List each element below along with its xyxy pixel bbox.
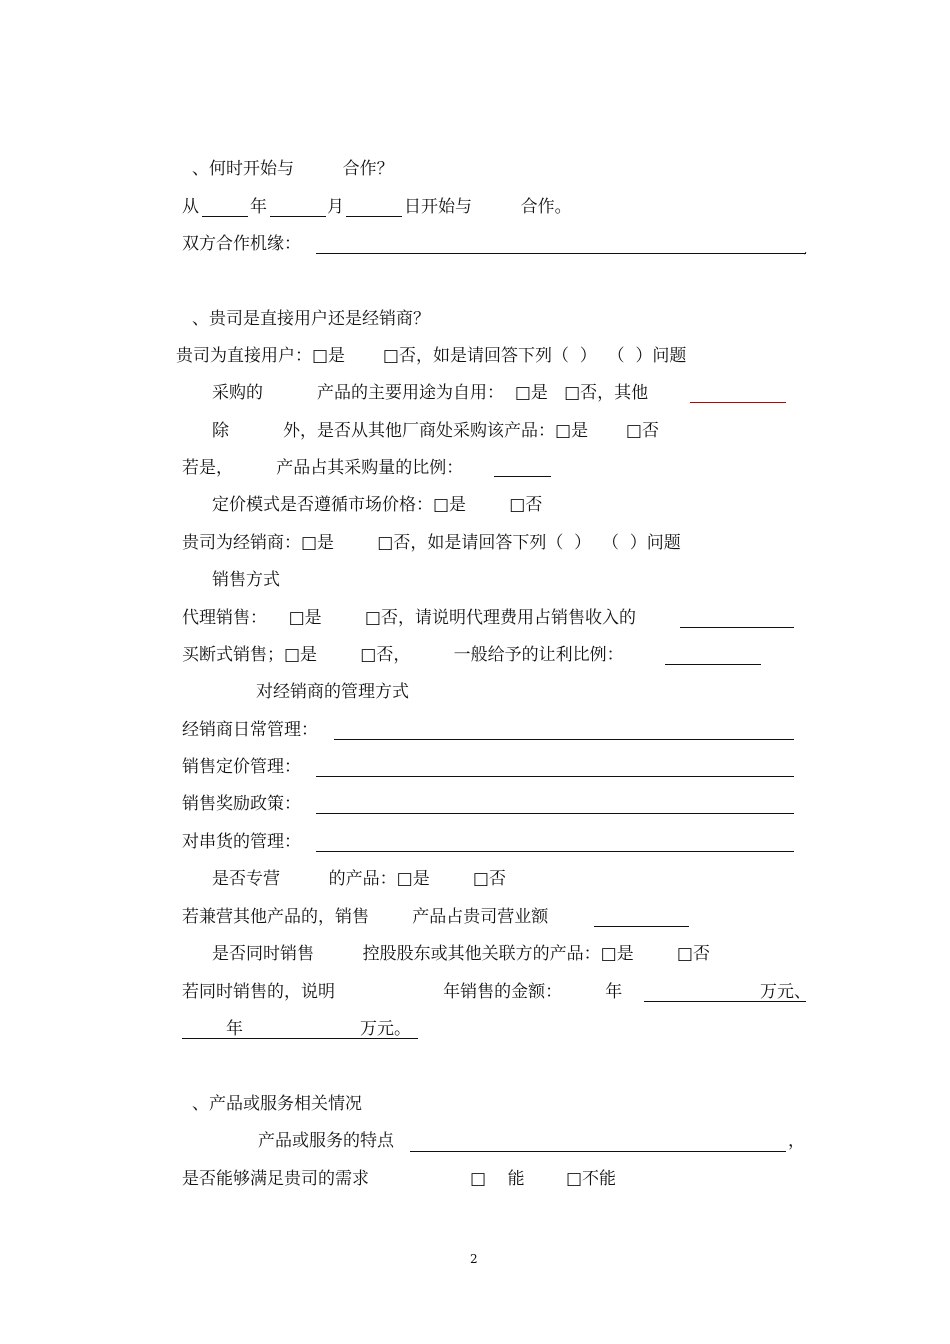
can-checkbox[interactable]: □ 能 (470, 1169, 525, 1189)
agency-blank[interactable] (680, 627, 794, 628)
year-label: 年 (250, 197, 267, 217)
direct-user-row: 贵司为直接用户：□是 □否，如是请回答下列（ ） （ ）问题 (176, 346, 687, 366)
section1-title: 、何时开始与 合作？ (192, 159, 394, 179)
features-blank[interactable] (410, 1151, 786, 1152)
sales-mode-label: 销售方式 (212, 570, 280, 590)
year-2: 年 (226, 1019, 243, 1039)
pricing-mgmt-label: 销售定价管理： (182, 757, 301, 777)
exclusive-row: 是否专营 的产品：□是 □否 (212, 869, 506, 889)
dealer-row: 贵司为经销商：□是 □否，如是请回答下列（ ） （ ）问题 (182, 533, 681, 553)
page-number: 2 (470, 1252, 478, 1266)
month-label: 月 (327, 197, 344, 217)
ratio-blank[interactable] (494, 476, 551, 477)
section2-title: 、贵司是直接用户还是经销商？ (192, 309, 430, 329)
other-products-row: 若兼营其他产品的，销售 产品占贵司营业额 (182, 907, 549, 927)
incentive-label: 销售奖励政策： (182, 794, 301, 814)
features-end-mark: ， (788, 1131, 805, 1151)
from-label: 从 (182, 197, 199, 217)
incentive-blank[interactable] (316, 813, 794, 814)
other-vendor-row: 除 外，是否从其他厂商处采购该产品：□是 □否 (212, 421, 659, 441)
other-products-blank[interactable] (594, 926, 689, 927)
features-label: 产品或服务的特点 (258, 1131, 394, 1151)
cannot-checkbox[interactable]: □不能 (566, 1169, 617, 1189)
daily-blank[interactable] (334, 739, 794, 740)
purpose-other-blank[interactable] (690, 402, 786, 403)
crossing-blank[interactable] (316, 851, 794, 852)
pricing-mgmt-blank[interactable] (316, 776, 794, 777)
crossing-label: 对串货的管理： (182, 832, 301, 852)
related-amount-row: 若同时销售的，说明 年销售的金额： 年 (182, 982, 623, 1002)
management-title: 对经销商的管理方式 (256, 682, 409, 702)
agency-row: 代理销售： □是 □否，请说明代理费用占销售收入的 (182, 608, 636, 628)
month-blank[interactable] (270, 216, 326, 217)
unit-1: 万元、 (760, 982, 811, 1002)
purpose-row: 采购的 产品的主要用途为自用： □是 □否，其他 (212, 383, 649, 403)
section3-title: 、产品或服务相关情况 (192, 1094, 362, 1114)
day-blank[interactable] (346, 216, 402, 217)
origin-label: 双方合作机缘： (182, 234, 301, 254)
buyout-row: 买断式销售；□是 □否， 一般给予的让利比例： (182, 645, 624, 665)
daily-label: 经销商日常管理： (182, 720, 318, 740)
meet-needs-label: 是否能够满足贵司的需求 (182, 1169, 369, 1189)
day-start-label: 日开始与 合作。 (404, 197, 572, 217)
unit-2: 万元。 (360, 1019, 411, 1039)
year-blank[interactable] (202, 216, 248, 217)
buyout-blank[interactable] (665, 664, 761, 665)
origin-blank[interactable] (316, 253, 806, 254)
pricing-row: 定价模式是否遵循市场价格：□是 □否 (212, 495, 543, 515)
origin-end-mark: , (804, 245, 808, 256)
related-row: 是否同时销售 控股股东或其他关联方的产品：□是 □否 (212, 944, 710, 964)
ratio-row: 若是， 产品占其采购量的比例： (182, 458, 464, 478)
